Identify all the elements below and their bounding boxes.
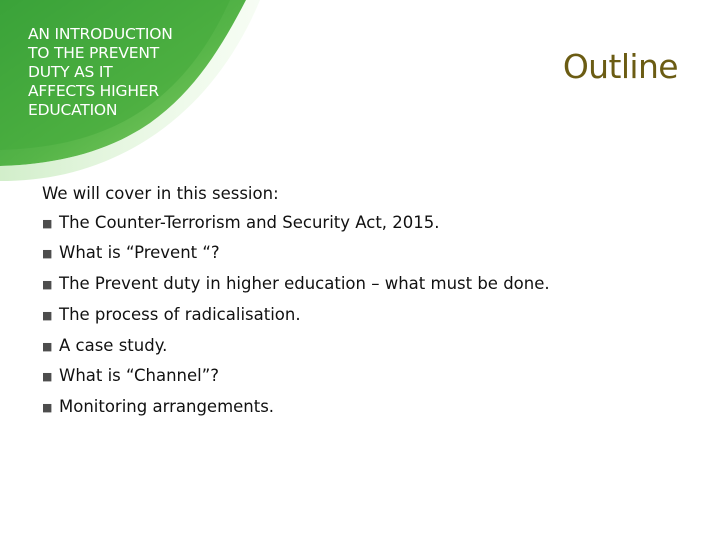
banner-line: DUTY AS IT <box>28 63 113 81</box>
list-item-text: The process of radicalisation. <box>59 304 301 324</box>
square-bullet-icon: ■ <box>42 370 53 384</box>
list-item <box>42 393 682 424</box>
list-item-text: The Counter-Terrorism and Security Act, 2015. <box>59 212 440 232</box>
list-item <box>42 270 682 301</box>
square-bullet-icon: ■ <box>42 339 53 353</box>
list-item <box>42 332 682 363</box>
banner-line: EDUCATION <box>28 101 118 119</box>
list-item <box>42 301 682 332</box>
square-bullet-icon: ■ <box>42 400 53 414</box>
list-item <box>42 209 682 240</box>
square-bullet-icon: ■ <box>42 216 53 230</box>
intro-text: We will cover in this session: <box>42 184 279 203</box>
list-item-text: What is “Prevent “? <box>59 243 220 263</box>
slide-content <box>42 180 682 424</box>
list-item <box>42 362 682 393</box>
square-bullet-icon: ■ <box>42 247 53 261</box>
square-bullet-icon: ■ <box>42 278 53 292</box>
list-item <box>42 239 682 270</box>
banner-line: AFFECTS HIGHER <box>28 82 159 100</box>
banner-line: AN INTRODUCTION <box>28 25 173 43</box>
banner-line: TO THE PREVENT <box>28 44 160 62</box>
list-item-text: The Prevent duty in higher education – what must be done. <box>59 274 550 294</box>
outline-list <box>42 209 682 424</box>
list-item-text: What is “Channel”? <box>59 366 220 386</box>
list-item-text: A case study. <box>59 335 168 355</box>
presentation-banner <box>28 25 198 120</box>
list-item-text: Monitoring arrangements. <box>59 396 275 416</box>
square-bullet-icon: ■ <box>42 308 53 322</box>
slide-title: Outline <box>562 47 678 86</box>
